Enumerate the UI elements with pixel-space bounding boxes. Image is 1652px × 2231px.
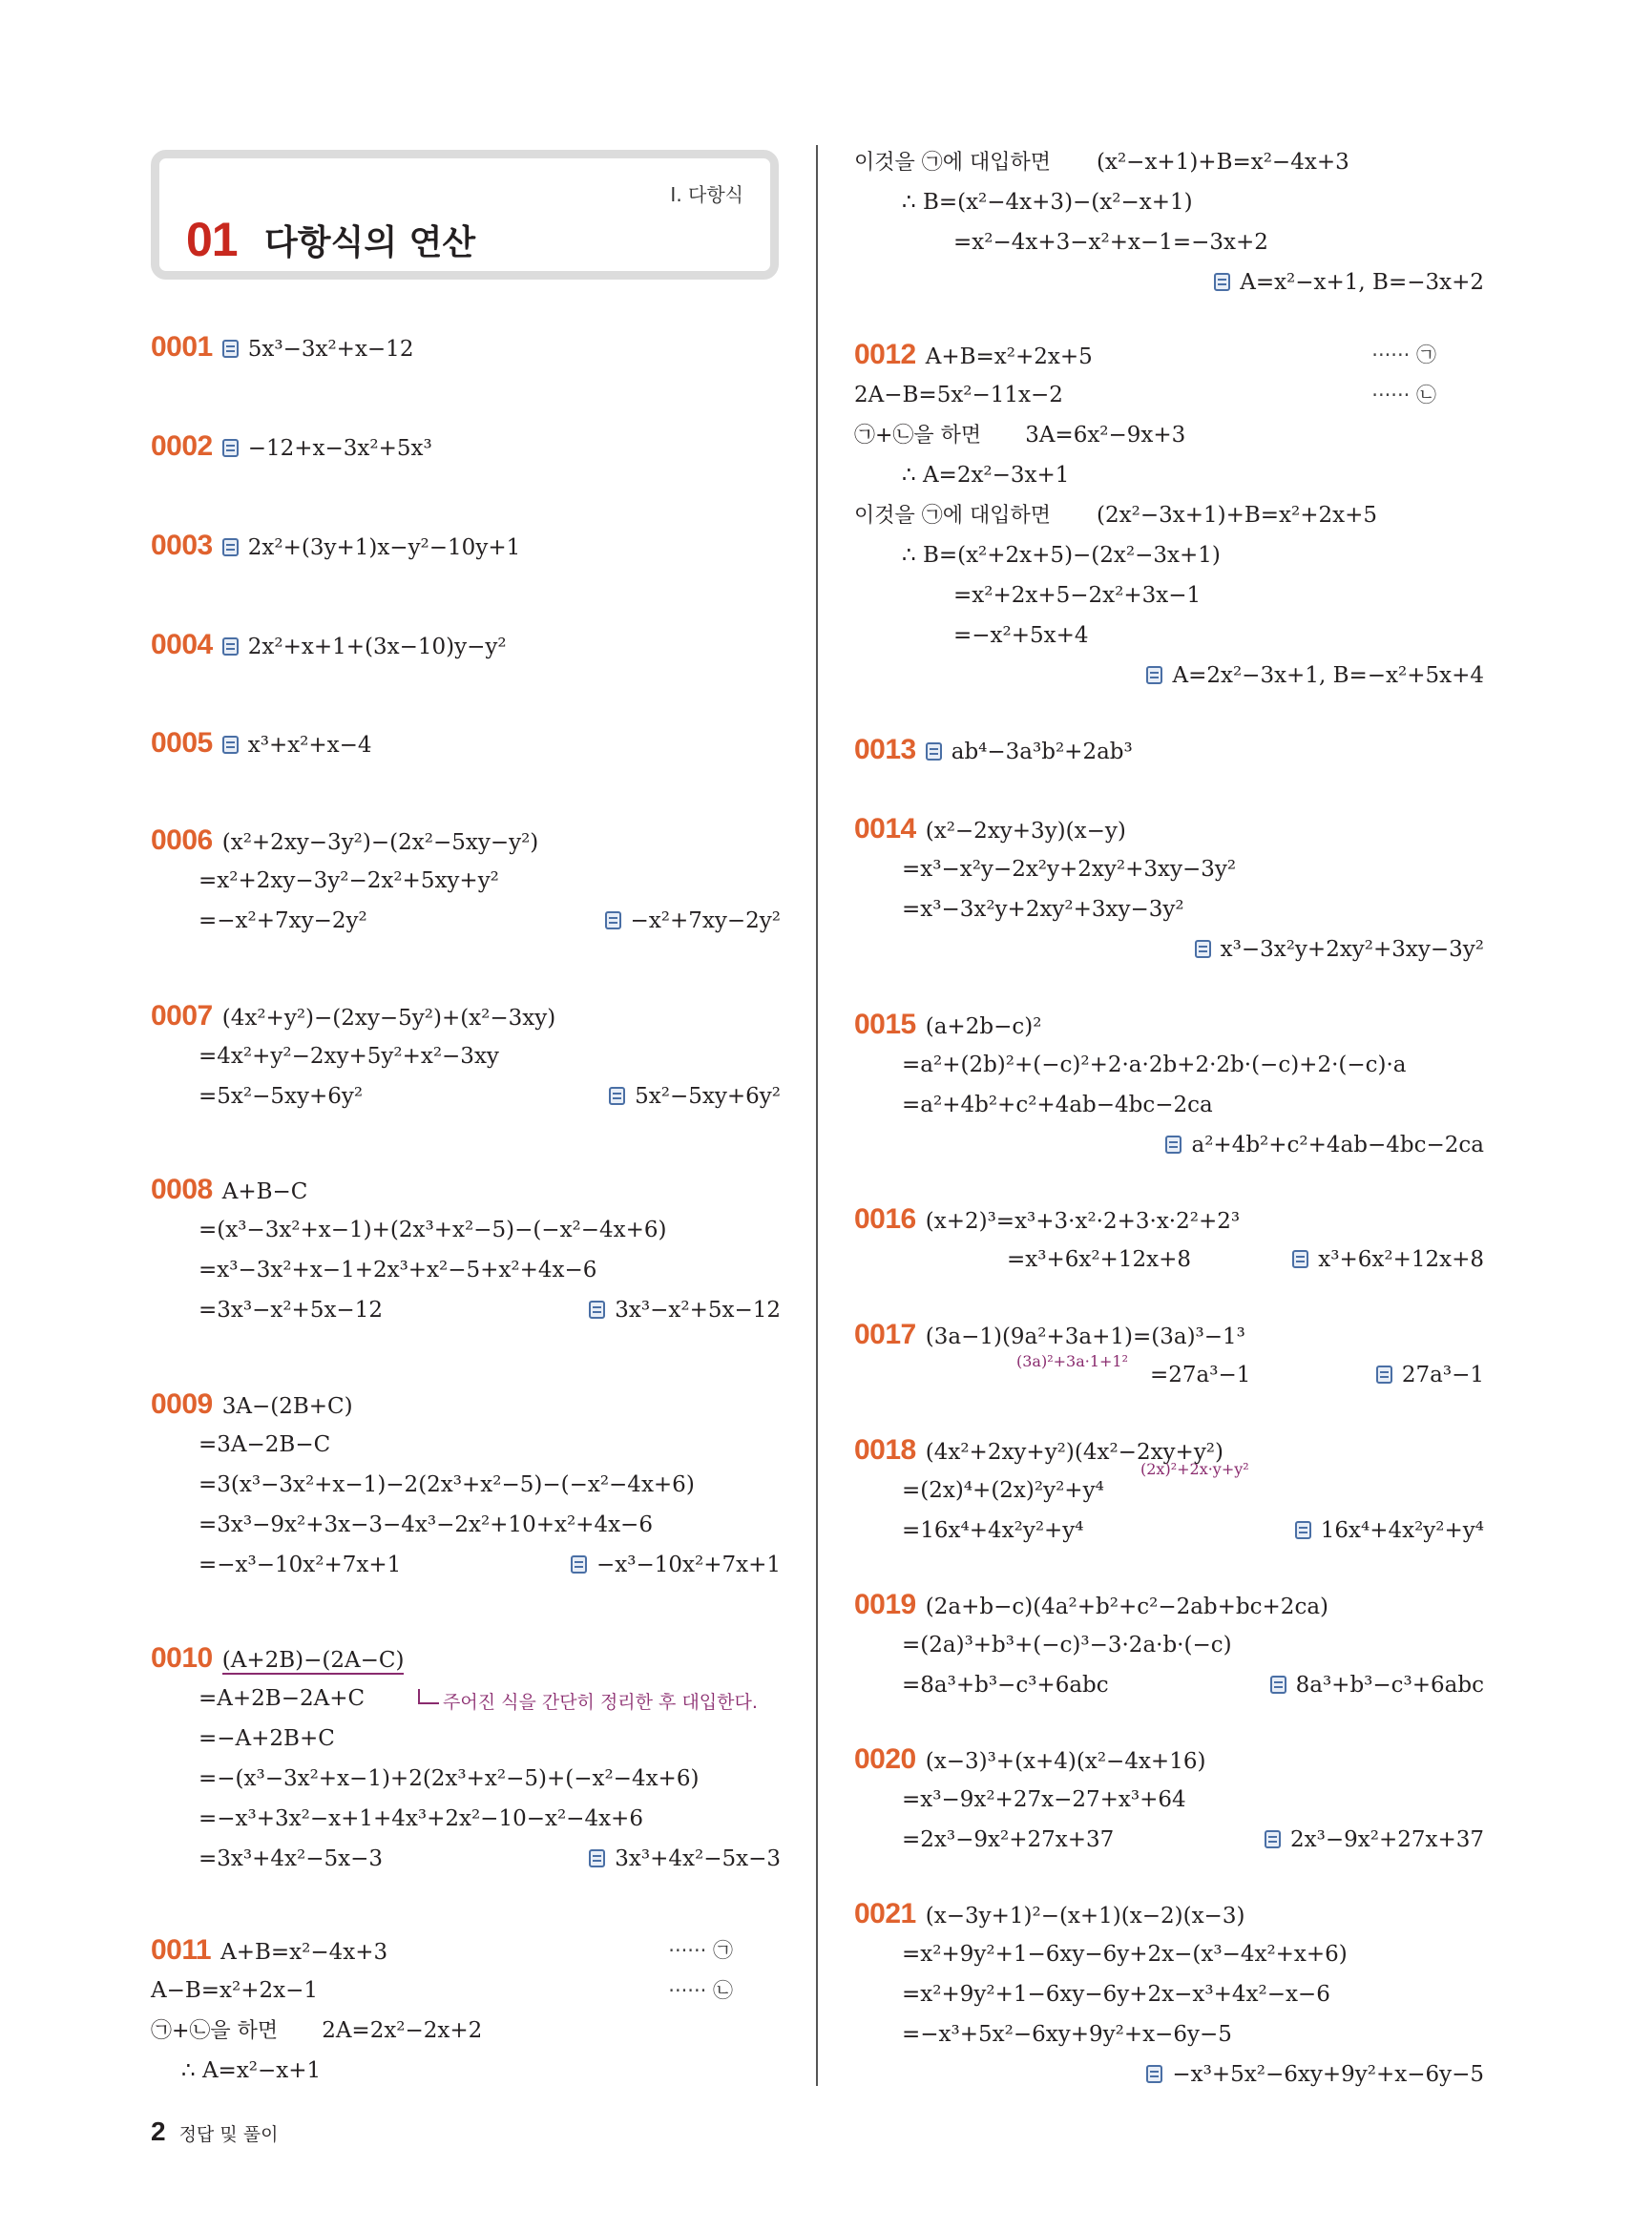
solution-line: ∴ A=x²−x+1 — [181, 2058, 322, 2083]
section-title: 다항식의 연산 — [264, 223, 476, 262]
problem-number: 0009 — [151, 1388, 213, 1420]
equation-mark: ······ ㉠ — [668, 1939, 733, 1962]
solution-line: =−(x³−3x²+x−1)+2(2x³+x²−5)+(−x²−4x+6) — [199, 1766, 700, 1791]
solution-line: =2x³−9x²+27x+37 — [902, 1827, 1115, 1852]
solution-line: =x³+6x²+12x+8 — [1007, 1247, 1191, 1272]
answer-text: x³+x²+x−4 — [247, 733, 372, 758]
korean-text: ㉠+㉡을 하면 — [151, 2019, 279, 2043]
answer-text: −x²+7xy−2y² — [630, 908, 781, 933]
problem-number: 0016 — [854, 1203, 916, 1235]
problem-number: 0011 — [151, 1934, 212, 1966]
problem-number: 0019 — [854, 1589, 916, 1620]
solution-line: =5x²−5xy+6y² — [199, 1084, 364, 1109]
problem-number: 0004 — [151, 629, 213, 660]
answer-icon — [222, 439, 239, 457]
solution-line: ∴ A=2x²−3x+1 — [902, 463, 1070, 488]
solution-line: =−x³+5x²−6xy+9y²+x−6y−5 — [902, 2022, 1232, 2047]
answer-text: 2x²+(3y+1)x−y²−10y+1 — [247, 535, 521, 560]
solution-line: =A+2B−2A+C — [199, 1686, 366, 1711]
answer-text: −12+x−3x²+5x³ — [247, 436, 432, 461]
solution-line: =3A−2B−C — [199, 1432, 331, 1457]
answer-icon — [1165, 1136, 1181, 1154]
answer-icon — [222, 637, 239, 656]
solution-line: A+B=x²−4x+3 — [220, 1940, 388, 1965]
solution-line: 2A=2x²−2x+2 — [322, 2018, 483, 2043]
answer-icon — [589, 1301, 605, 1319]
solution-line: 3A−(2B+C) — [221, 1394, 353, 1419]
page-number: 2 — [151, 2116, 166, 2146]
answer-text: 3x³−x²+5x−12 — [615, 1298, 781, 1323]
solution-line: =4x²+y²−2xy+5y²+x²−3xy — [199, 1044, 499, 1069]
problem-number: 0018 — [854, 1434, 916, 1466]
margin-note: (3a)²+3a·1+1² — [1016, 1352, 1129, 1370]
answer-icon — [571, 1555, 587, 1574]
column-divider — [816, 145, 818, 2086]
solution-line: (2x²−3x+1)+B=x²+2x+5 — [1097, 503, 1377, 528]
answer-text: 5x³−3x²+x−12 — [247, 337, 414, 362]
answer-text: 5x²−5xy+6y² — [635, 1084, 781, 1109]
solution-line: =a²+(2b)²+(−c)²+2·a·2b+2·2b·(−c)+2·(−c)·a — [902, 1053, 1407, 1077]
answer-icon — [1376, 1366, 1392, 1384]
solution-line: A+B=x²+2x+5 — [925, 344, 1093, 369]
answer-icon — [589, 1849, 605, 1867]
solution-line: =−x³+3x²−x+1+4x³+2x²−10−x²−4x+6 — [199, 1806, 643, 1831]
solution-line: 2A−B=5x²−11x−2 — [854, 383, 1063, 407]
answer-text: 8a³+b³−c³+6abc — [1295, 1673, 1484, 1698]
problem-number: 0015 — [854, 1009, 916, 1040]
solution-line: =x³−9x²+27x−27+x³+64 — [902, 1787, 1186, 1812]
answer-icon — [1270, 1676, 1286, 1694]
problem-number: 0008 — [151, 1174, 213, 1205]
problem-number: 0006 — [151, 824, 213, 856]
solution-line: =(2a)³+b³+(−c)³−3·2a·b·(−c) — [902, 1633, 1232, 1658]
solution-line: =16x⁴+4x²y²+y⁴ — [902, 1518, 1084, 1543]
solution-line: =x³−3x²+x−1+2x³+x²−5+x²+4x−6 — [199, 1258, 597, 1282]
answer-icon — [222, 538, 239, 556]
solution-line: ∴ B=(x²+2x+5)−(2x²−3x+1) — [902, 543, 1221, 568]
answer-icon — [1265, 1830, 1281, 1848]
problem-number: 0007 — [151, 1000, 213, 1032]
korean-text: 이것을 ㉠에 대입하면 — [854, 151, 1052, 175]
answer-text: A=2x²−3x+1, B=−x²+5x+4 — [1172, 663, 1484, 688]
solution-line: (3a−1)(9a²+3a+1)=(3a)³−1³ — [925, 1324, 1245, 1349]
answer-icon — [1214, 273, 1230, 291]
problem-number: 0013 — [854, 734, 916, 765]
footer-label: 정답 및 풀이 — [178, 2124, 279, 2145]
solution-line: (x−3y+1)²−(x+1)(x−2)(x−3) — [925, 1904, 1245, 1929]
solution-line: ∴ B=(x²−4x+3)−(x²−x+1) — [902, 190, 1193, 215]
solution-line: =3x³−9x²+3x−3−4x³−2x²+10+x²+4x−6 — [199, 1512, 653, 1537]
solution-line: =x³−3x²y+2xy²+3xy−3y² — [902, 897, 1184, 922]
solution-line: =x²+2x+5−2x²+3x−1 — [953, 583, 1202, 608]
problem-number: 0003 — [151, 530, 213, 561]
korean-text: ㉠+㉡을 하면 — [854, 424, 982, 448]
solution-line: =3(x³−3x²+x−1)−2(2x³+x²−5)−(−x²−4x+6) — [199, 1472, 695, 1497]
answer-icon — [1146, 2065, 1162, 2083]
answer-icon — [222, 736, 239, 754]
problem-number: 0005 — [151, 727, 213, 759]
solution-line: =x²+9y²+1−6xy−6y+2x−x³+4x²−x−6 — [902, 1982, 1330, 2007]
answer-text: 2x³−9x²+27x+37 — [1290, 1827, 1484, 1852]
solution-line: =x²+9y²+1−6xy−6y+2x−(x³−4x²+x+6) — [902, 1942, 1348, 1967]
solution-line: =(x³−3x²+x−1)+(2x³+x²−5)−(−x²−4x+6) — [199, 1218, 667, 1242]
solution-line: =−x³−10x²+7x+1 — [199, 1553, 402, 1577]
problem-number: 0021 — [854, 1898, 916, 1929]
solution-line: =x³−x²y−2x²y+2xy²+3xy−3y² — [902, 857, 1237, 882]
solution-line: =a²+4b²+c²+4ab−4bc−2ca — [902, 1093, 1213, 1117]
answer-text: 16x⁴+4x²y²+y⁴ — [1320, 1518, 1484, 1543]
page-footer — [151, 2116, 278, 2147]
solution-line: A+B−C — [221, 1179, 308, 1204]
answer-text: −x³+5x²−6xy+9y²+x−6y−5 — [1172, 2062, 1484, 2087]
answer-icon — [1195, 940, 1211, 958]
solution-line: (a+2b−c)² — [925, 1014, 1042, 1039]
answer-icon — [1146, 666, 1162, 684]
margin-note: 주어진 식을 간단히 정리한 후 대입한다. — [443, 1692, 758, 1713]
equation-mark: ······ ㉡ — [1371, 384, 1436, 407]
solution-line: (x−3)³+(x+4)(x²−4x+16) — [925, 1749, 1206, 1774]
solution-line: (x²−2xy+3y)(x−y) — [925, 819, 1126, 844]
problem-number: 0002 — [151, 430, 213, 462]
solution-line: (x+2)³=x³+3·x²·2+3·x·2²+2³ — [925, 1209, 1241, 1234]
solution-line: A−B=x²+2x−1 — [151, 1978, 319, 2003]
solution-line: (4x²+y²)−(2xy−5y²)+(x²−3xy) — [221, 1006, 556, 1031]
note-bracket — [418, 1689, 439, 1704]
problem-number: 0010 — [151, 1642, 213, 1674]
answer-text: a²+4b²+c²+4ab−4bc−2ca — [1191, 1133, 1484, 1157]
answer-icon — [222, 340, 239, 358]
solution-line: =(2x)⁴+(2x)²y²+y⁴ — [902, 1478, 1104, 1503]
problem-number: 0001 — [151, 331, 213, 363]
answer-icon — [609, 1087, 625, 1105]
answer-text: x³+6x²+12x+8 — [1318, 1247, 1484, 1272]
solution-line: =−A+2B+C — [199, 1726, 335, 1751]
solution-line: (x²+2xy−3y²)−(2x²−5xy−y²) — [221, 830, 539, 855]
solution-line: (2a+b−c)(4a²+b²+c²−2ab+bc+2ca) — [925, 1595, 1329, 1619]
problem-number: 0020 — [854, 1743, 916, 1775]
equation-mark: ······ ㉡ — [668, 1979, 733, 2002]
solution-line: =3x³−x²+5x−12 — [199, 1298, 383, 1323]
problem-number: 0014 — [854, 813, 916, 844]
korean-text: 이것을 ㉠에 대입하면 — [854, 504, 1052, 528]
answer-icon — [605, 911, 621, 929]
section-title-box — [151, 150, 779, 280]
solution-line: (x²−x+1)+B=x²−4x+3 — [1097, 150, 1349, 175]
chapter-label: I. 다항식 — [670, 183, 743, 206]
solution-line: =8a³+b³−c³+6abc — [902, 1673, 1109, 1698]
solution-line: =x²+2xy−3y²−2x²+5xy+y² — [199, 868, 499, 893]
section-number: 01 — [186, 213, 238, 266]
answer-text: 27a³−1 — [1401, 1363, 1484, 1387]
answer-icon — [926, 742, 942, 761]
answer-text: ab⁴−3a³b²+2ab³ — [951, 740, 1133, 764]
solution-line: =x²−4x+3−x²+x−1=−3x+2 — [953, 230, 1268, 255]
solution-line: 3A=6x²−9x+3 — [1025, 423, 1186, 448]
solution-line: =−x²+7xy−2y² — [199, 908, 367, 933]
answer-text: x³−3x²y+2xy²+3xy−3y² — [1220, 937, 1484, 962]
problem-number: 0017 — [854, 1319, 916, 1350]
solution-line: (A+2B)−(2A−C) — [221, 1648, 405, 1673]
solution-line: =3x³+4x²−5x−3 — [199, 1846, 383, 1871]
answer-icon — [1292, 1250, 1308, 1268]
answer-text: −x³−10x²+7x+1 — [596, 1553, 781, 1577]
answer-text: 2x²+x+1+(3x−10)y−y² — [247, 635, 507, 659]
solution-line: (4x²+2xy+y²)(4x²−2xy+y²) — [925, 1440, 1224, 1465]
equation-mark: ······ ㉠ — [1371, 344, 1436, 366]
answer-icon — [1295, 1521, 1311, 1539]
margin-note: (2x)²+2x·y+y² — [1140, 1460, 1249, 1478]
answer-text: A=x²−x+1, B=−3x+2 — [1240, 270, 1484, 295]
solution-line: =27a³−1 — [1150, 1363, 1251, 1387]
solution-line: =−x²+5x+4 — [953, 623, 1089, 648]
answer-text: 3x³+4x²−5x−3 — [615, 1846, 781, 1871]
problem-number: 0012 — [854, 339, 916, 370]
